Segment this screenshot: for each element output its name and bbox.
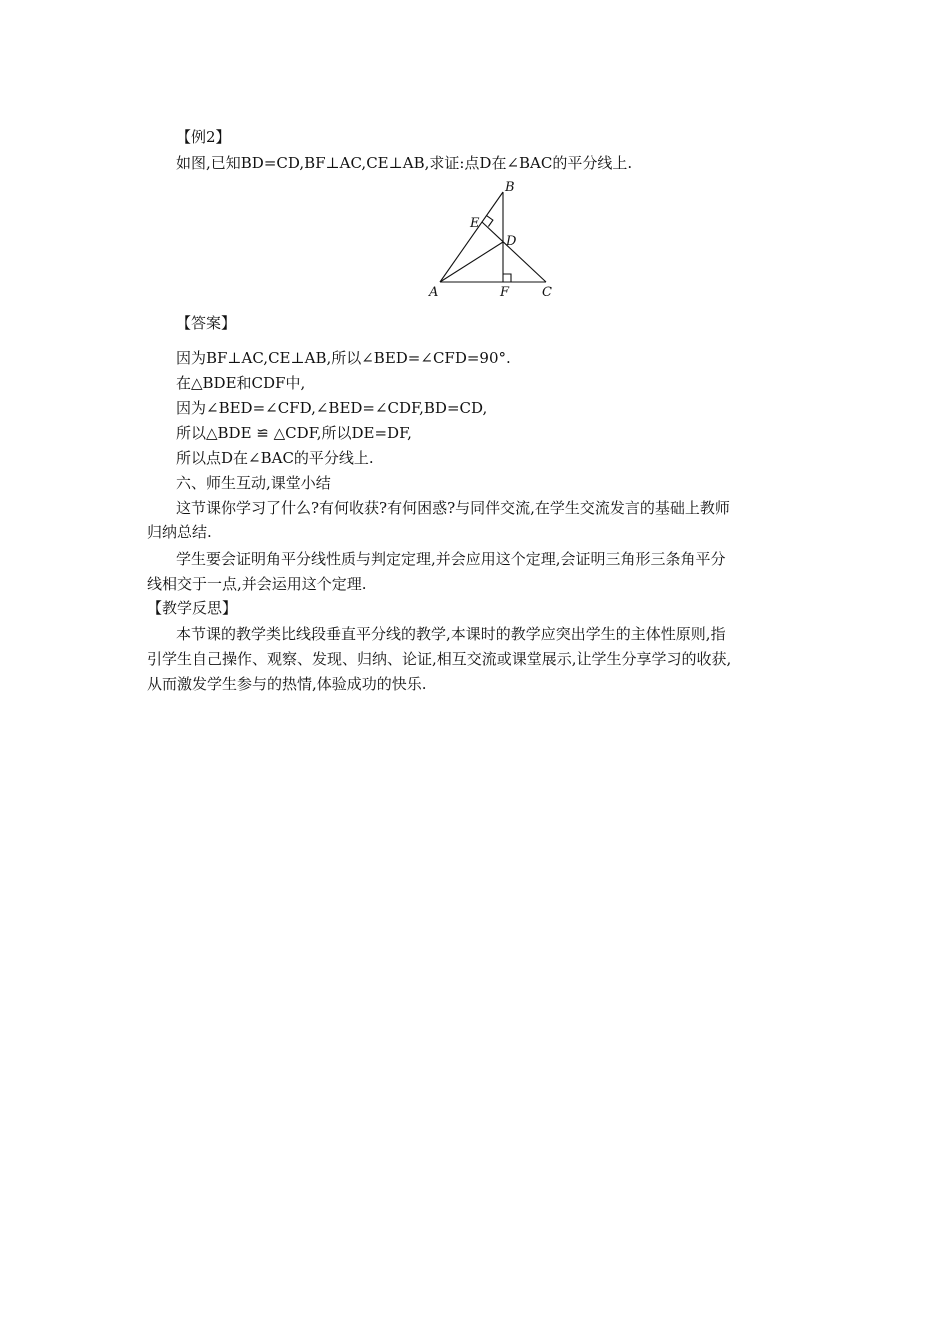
segment-ab xyxy=(440,192,503,282)
answer-heading: 【答案】 xyxy=(176,314,237,332)
segment-ec xyxy=(482,222,546,282)
reflection-line3: 从而激发学生参与的热情,体验成功的快乐. xyxy=(147,675,427,693)
triangle-figure xyxy=(424,180,560,300)
example-heading: 【例2】 xyxy=(176,128,231,146)
label-e: E xyxy=(470,216,480,231)
label-a: A xyxy=(429,285,439,300)
example-problem: 如图,已知BD=CD,BF⊥AC,CE⊥AB,求证:点D在∠BAC的平分线上. xyxy=(176,154,633,172)
right-angle-f xyxy=(503,274,511,282)
reflection-line2: 引学生自己操作、观察、发现、归纳、论证,相互交流或课堂展示,让学生分享学习的收获, xyxy=(147,650,732,668)
label-c: C xyxy=(542,285,552,300)
right-angle-e xyxy=(487,216,493,227)
section-para2-line2: 线相交于一点,并会运用这个定理. xyxy=(147,575,367,593)
answer-line-5: 所以点D在∠BAC的平分线上. xyxy=(176,449,374,467)
section-para1-line1: 这节课你学习了什么?有何收获?有何困惑?与同伴交流,在学生交流发言的基础上教师 xyxy=(176,499,730,517)
label-b: B xyxy=(505,180,515,195)
segment-ad xyxy=(440,242,503,282)
section-para1-line2: 归纳总结. xyxy=(147,523,212,541)
reflection-heading: 【教学反思】 xyxy=(147,599,238,617)
section-para2-line1: 学生要会证明角平分线性质与判定定理,并会应用这个定理,会证明三角形三条角平分 xyxy=(176,550,726,568)
answer-line-3: 因为∠BED=∠CFD,∠BED=∠CDF,BD=CD, xyxy=(176,399,488,417)
reflection-line1: 本节课的教学类比线段垂直平分线的教学,本课时的教学应突出学生的主体性原则,指 xyxy=(176,625,726,643)
label-f: F xyxy=(500,285,510,300)
answer-line-2: 在△BDE和CDF中, xyxy=(176,374,306,392)
section-title: 六、师生互动,课堂小结 xyxy=(176,474,331,492)
answer-line-1: 因为BF⊥AC,CE⊥AB,所以∠BED=∠CFD=90°. xyxy=(176,349,511,367)
label-d: D xyxy=(506,234,517,249)
answer-line-4: 所以△BDE ≌ △CDF,所以DE=DF, xyxy=(176,424,412,442)
